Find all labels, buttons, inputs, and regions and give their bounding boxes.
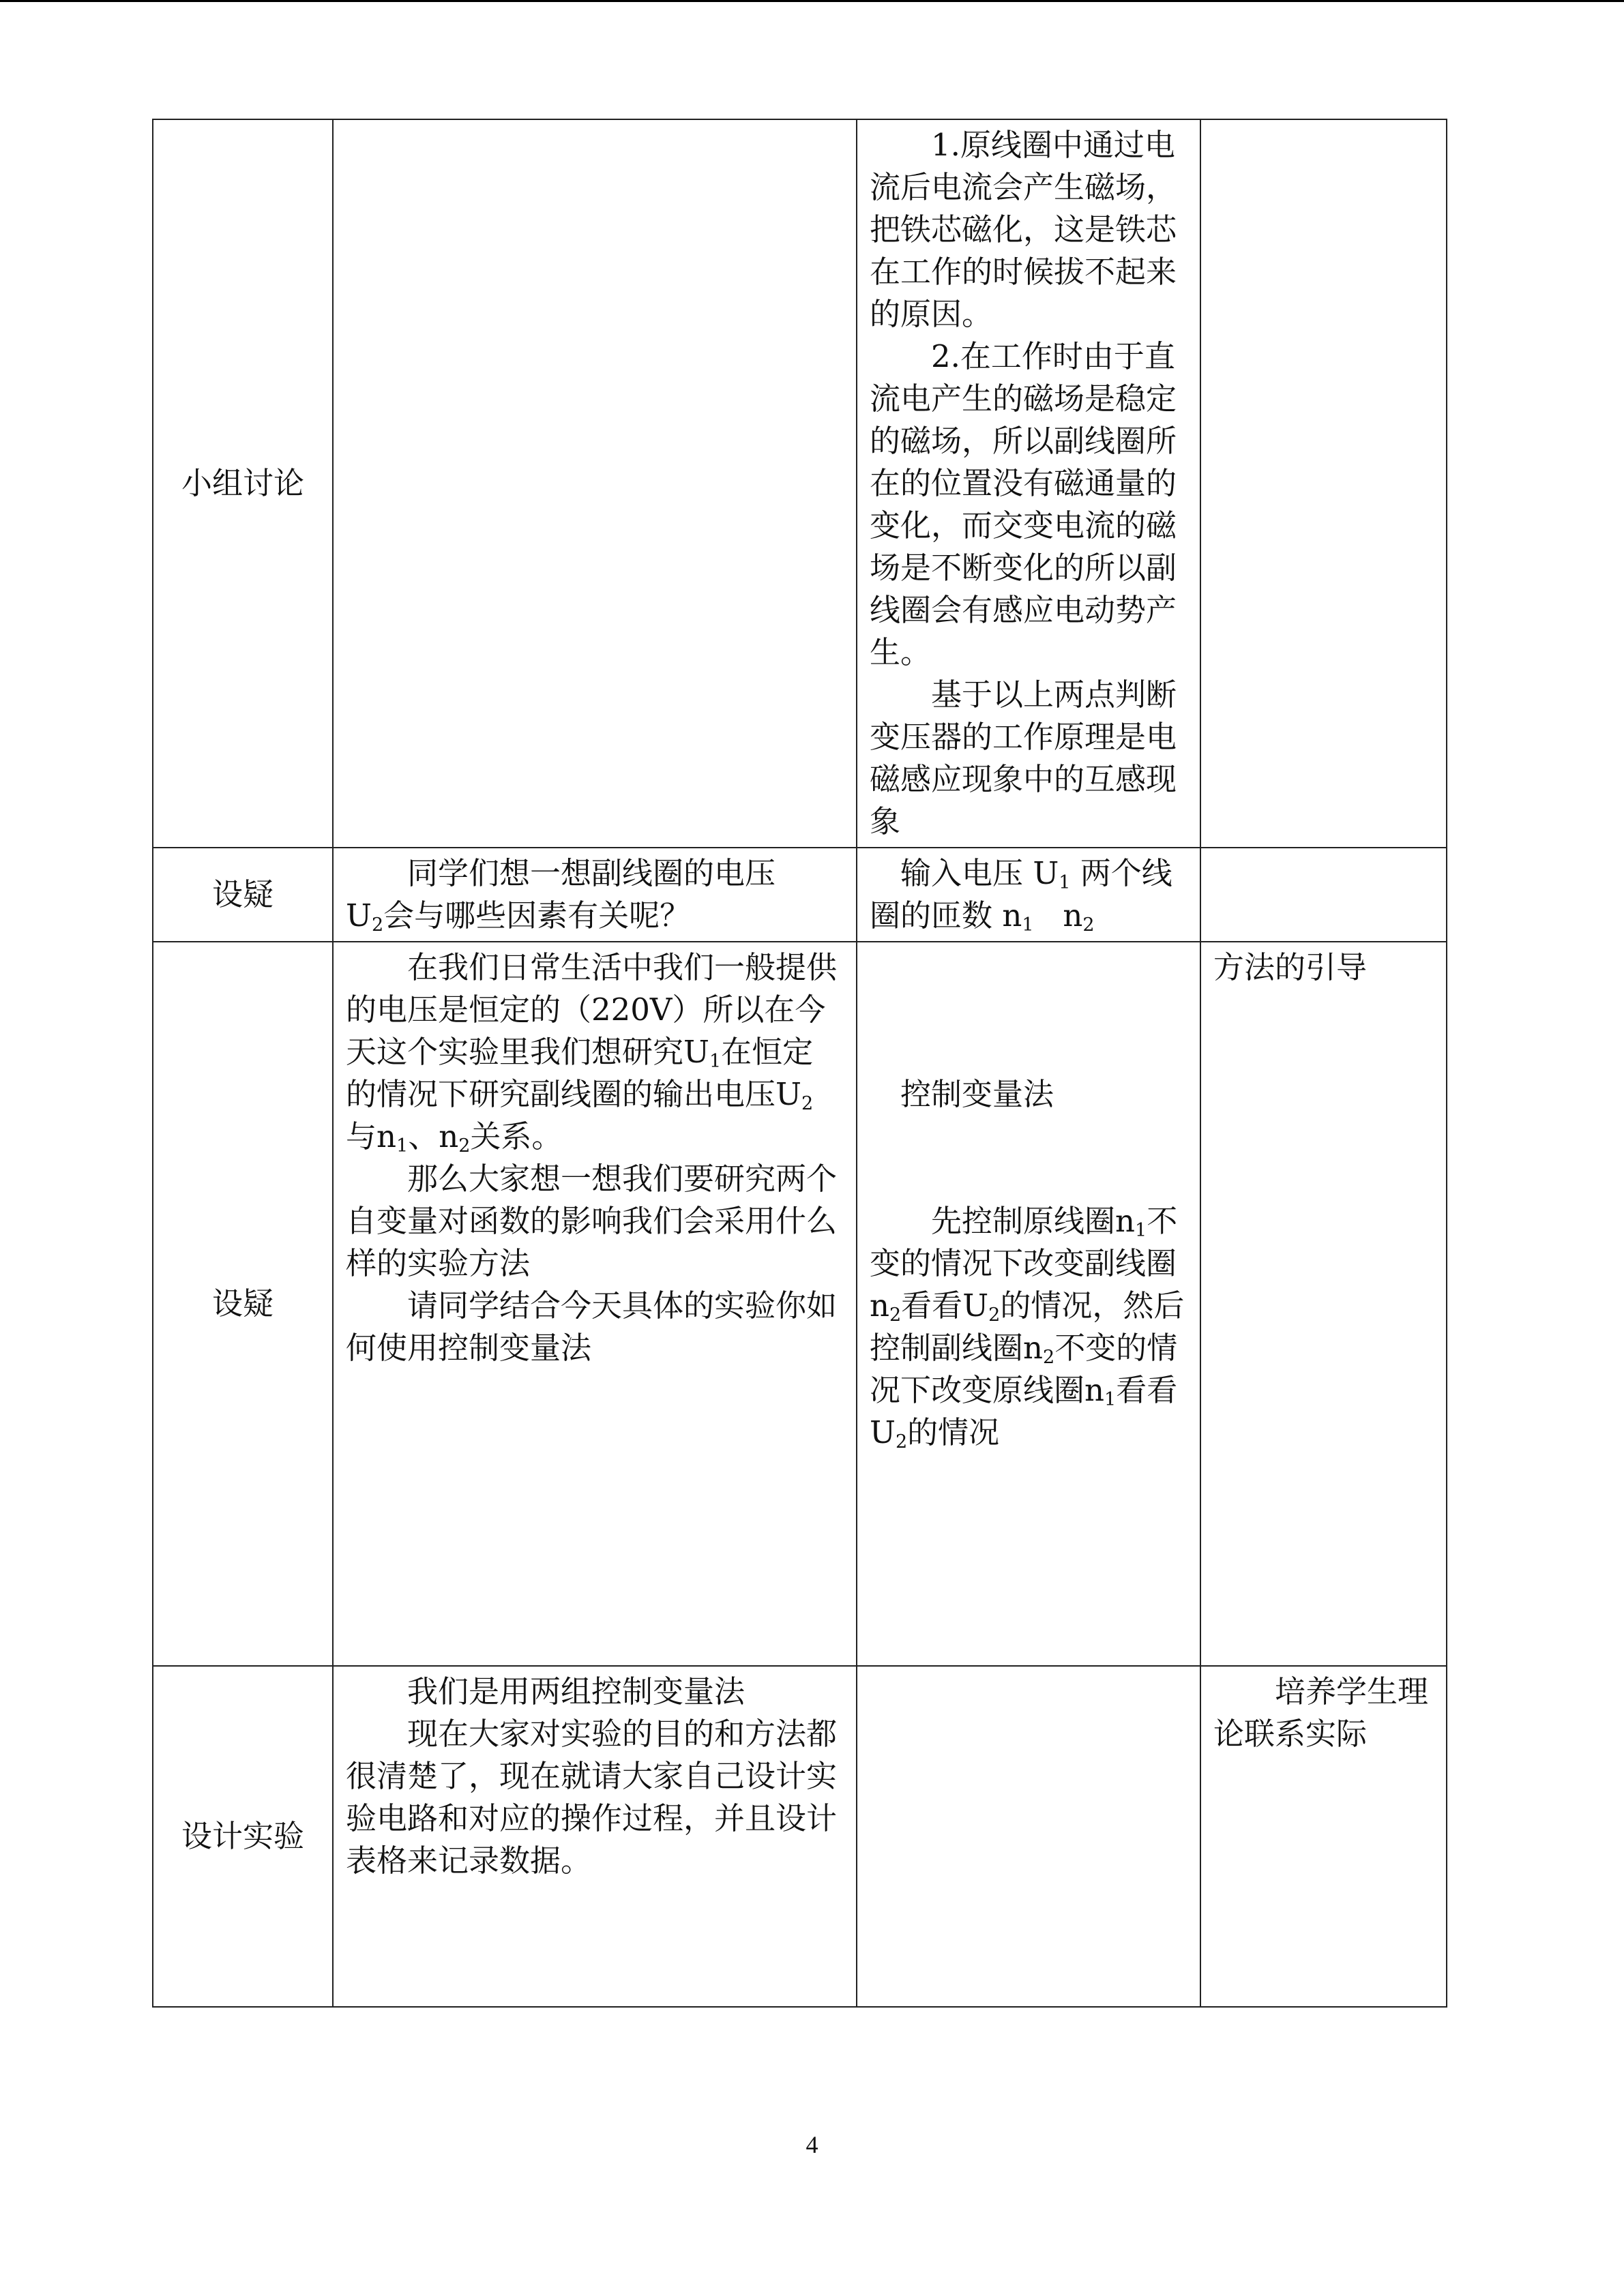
student-text: 先控制原线圈$n_1$不变的情况下改变副线圈$n_2$看看$U_2$的情况，然后控制副线圈$n_2$不变的情况下改变原线圈$n_1$看看$U_2$的情况 [870, 1203, 1185, 1452]
row-label-question: 设疑 [153, 848, 333, 942]
row-label-design-experiment: 设计实验 [153, 1666, 333, 2007]
teacher-activity-cell [333, 848, 857, 942]
student-text: 基于以上两点判断变压器的工作原理是电磁感应现象中的互感现象 [870, 676, 1177, 839]
teacher-text: 我们是用两组控制变量法 [407, 1673, 745, 1710]
row-label-question: 设疑 [153, 942, 333, 1666]
student-activity-cell [857, 119, 1200, 848]
design-intent-cell [1200, 119, 1447, 848]
student-activity-cell [857, 1666, 1200, 2007]
student-text: 1.原线圈中通过电流后电流会产生磁场，把铁芯磁化，这是铁芯在工作的时候拔不起来的原因。 [870, 127, 1177, 332]
row-label-group-discussion: 小组讨论 [153, 119, 333, 848]
student-text: 输入电压 $U_1$ 两个线圈的匝数 $n_1$ $n_2$ [870, 855, 1172, 936]
table-row [153, 848, 1447, 942]
teacher-text: 在我们日常生活中我们一般提供的电压是恒定的（220V）所以在今天这个实验里我们想研究$U_1$在恒定的情况下研究副线圈的输出电压$U_2$与$n_1$、$n_2$关系。 [346, 949, 838, 1157]
student-text: 控制变量法 [900, 1076, 1054, 1112]
table-row [153, 942, 1447, 1666]
teacher-text: 现在大家对实验的目的和方法都很清楚了，现在就请大家自己设计实验电路和对应的操作过程，并且设计表格来记录数据。 [346, 1716, 838, 1879]
student-activity-cell [857, 848, 1200, 942]
teacher-activity-cell [333, 119, 857, 848]
design-intent-cell [1200, 1666, 1447, 2007]
teacher-activity-cell [333, 1666, 857, 2007]
teacher-text: 那么大家想一想我们要研究两个自变量对函数的影响我们会采用什么样的实验方法 [346, 1161, 838, 1281]
design-intent-cell: 方法的引导 [1200, 942, 1447, 1666]
table-row [153, 119, 1447, 848]
page-number: 4 [806, 2131, 818, 2158]
student-activity-cell [857, 942, 1200, 1666]
teacher-activity-cell [333, 942, 857, 1666]
design-intent-cell [1200, 848, 1447, 942]
page-top-border [0, 0, 1624, 2]
intent-text: 培养学生理论联系实际 [1213, 1673, 1429, 1752]
student-text: 2.在工作时由于直流电产生的磁场是稳定的磁场，所以副线圈所在的位置没有磁通量的变化，而交变电流的磁场是不断变化的所以副线圈会有感应电动势产生。 [870, 338, 1177, 670]
lesson-plan-table [152, 119, 1447, 2008]
table-row [153, 1666, 1447, 2007]
teacher-text: 同学们想一想副线圈的电压 $U_2$会与哪些因素有关呢？ [346, 855, 776, 936]
teacher-text: 请同学结合今天具体的实验你如何使用控制变量法 [346, 1287, 838, 1366]
